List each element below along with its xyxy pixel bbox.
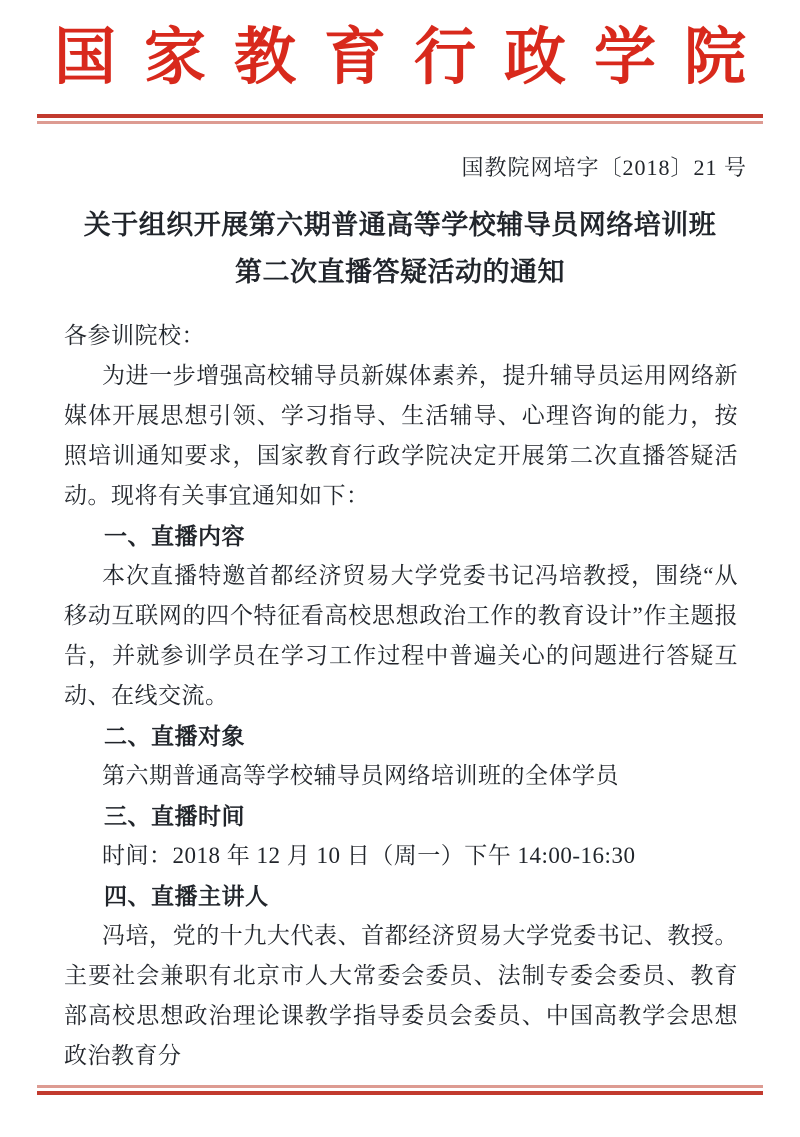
document-title (0, 202, 800, 296)
section-1-heading: 一、直播内容 (104, 523, 245, 549)
document-title-line1: 关于组织开展第六期普通高等学校辅导员网络培训班 (83, 210, 717, 240)
document-title-line2: 第二次直播答疑活动的通知 (235, 257, 565, 287)
document-body (64, 316, 738, 1076)
section-2-paragraph: 第六期普通高等学校辅导员网络培训班的全体学员 (102, 763, 619, 788)
salutation: 各参训院校： (64, 323, 205, 348)
section-4-paragraph: 冯培，党的十九大代表、首都经济贸易大学党委书记、教授。主要社会兼职有北京市人大常委会委员、法制专委会委员、教育部高校思想政治理论课教学指导委员会委员、中国高教学会思想政治教育分 (64, 923, 738, 1068)
masthead (0, 0, 800, 98)
section-2-heading: 二、直播对象 (104, 723, 245, 749)
section-3-paragraph: 时间：2018 年 12 月 10 日（周一）下午 14:00-16:30 (102, 843, 636, 868)
section-4-heading: 四、直播主讲人 (104, 883, 269, 909)
footer-double-rule (37, 1085, 763, 1095)
section-1-paragraph: 本次直播特邀首都经济贸易大学党委书记冯培教授，围绕“从移动互联网的四个特征看高校思想政治工作的教育设计”作主题报告，并就参训学员在学习工作过程中普遍关心的问题进行答疑互动、在线交流。 (64, 563, 738, 708)
intro-paragraph: 为进一步增强高校辅导员新媒体素养，提升辅导员运用网络新媒体开展思想引领、学习指导、生活辅导、心理咨询的能力，按照培训通知要求，国家教育行政学院决定开展第二次直播答疑活动。现将有关事宜通知如下： (64, 363, 738, 508)
header-double-rule (37, 114, 763, 124)
organization-name: 国家教育行政学院 (53, 24, 774, 92)
document-number: 国教院网培字〔2018〕21 号 (461, 155, 747, 180)
section-3-heading: 三、直播时间 (104, 803, 245, 829)
